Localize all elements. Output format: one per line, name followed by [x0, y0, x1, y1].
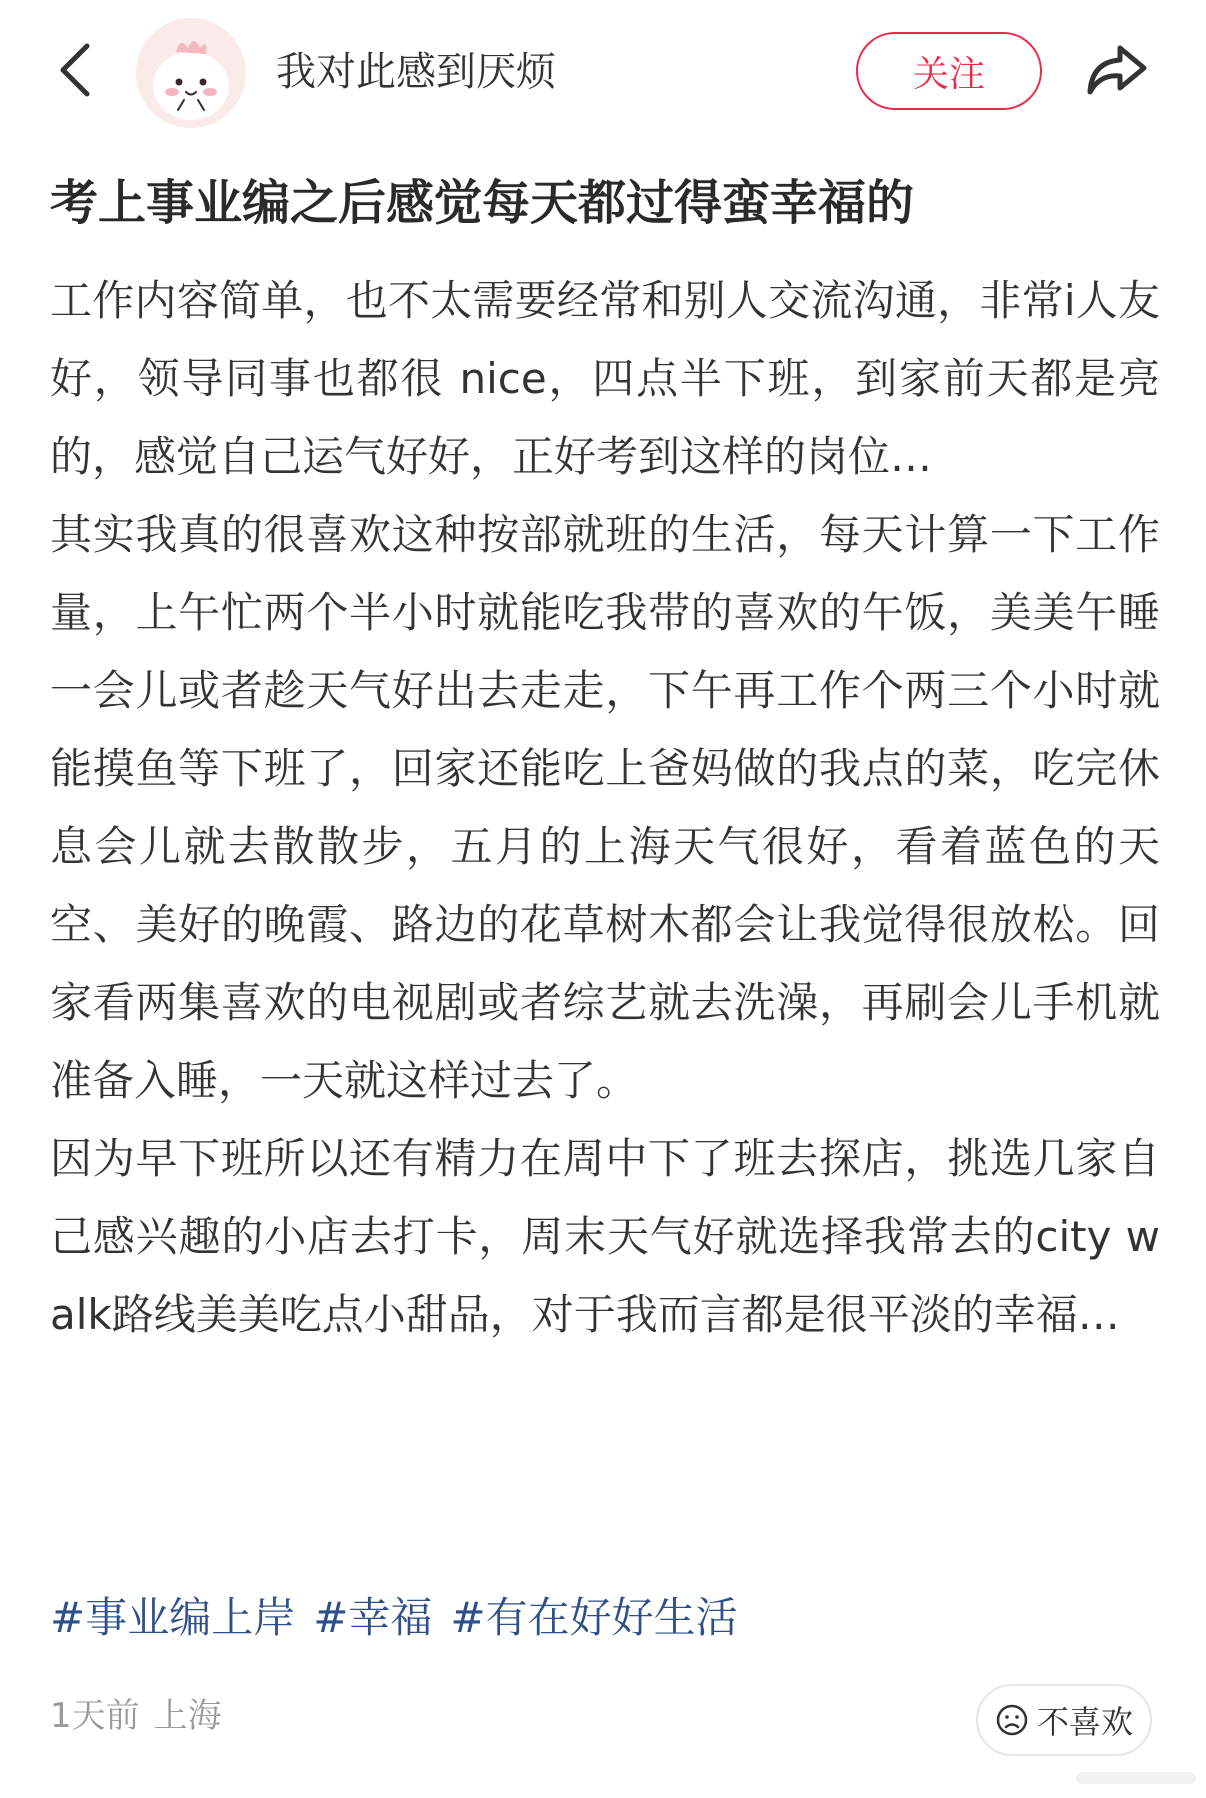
dislike-button[interactable] — [976, 1684, 1152, 1756]
frown-face-icon — [995, 1703, 1029, 1737]
follow-button[interactable]: 关注 — [856, 32, 1042, 110]
tag-list — [50, 1582, 1160, 1654]
tag-link[interactable]: #有在好好生活 — [450, 1593, 738, 1642]
tag-link[interactable]: #事业编上岸 — [50, 1593, 296, 1642]
post-header — [0, 0, 1206, 150]
post-location: 上海 — [153, 1696, 222, 1736]
post-title: 考上事业编之后感觉每天都过得蛮幸福的 — [50, 175, 915, 231]
post-paragraph: 其实我真的很喜欢这种按部就班的生活，每天计算一下工作量，上午忙两个半小时就能吃我带的喜欢的午饭，美美午睡一会儿或者趁天气好出去走走，下午再工作个两三个小时就能摸鱼等下班了，回家还能吃上爸妈做的我点的菜，吃完休息会儿就去散散步，五月的上海天气很好，看着蓝色的天空、美好的晚霞、路边的花草树木都会让我觉得很放松。回家看两集喜欢的电视剧或者综艺就去洗澡，再刷会儿手机就准备入睡，一天就这样过去了。 — [50, 510, 1160, 1105]
author-name[interactable]: 我对此感到厌烦 — [276, 49, 556, 95]
tag-link[interactable]: #幸福 — [313, 1593, 433, 1642]
back-chevron-icon — [57, 42, 93, 98]
share-button[interactable] — [1076, 30, 1156, 110]
watermark-mark — [1076, 1766, 1196, 1790]
back-button[interactable] — [40, 30, 110, 110]
avatar-illustration — [136, 18, 246, 128]
dislike-label: 不喜欢 — [1036, 1703, 1133, 1741]
share-icon — [1084, 42, 1148, 98]
post-body — [50, 262, 1160, 1354]
post-meta — [50, 1690, 222, 1742]
author-avatar[interactable] — [136, 18, 246, 128]
post-time: 1天前 — [50, 1696, 140, 1736]
post-paragraph: 工作内容简单，也不太需要经常和别人交流沟通，非常i人友好，领导同事也都很 nice，四点半下班，到家前天都是亮的，感觉自己运气好好，正好考到这样的岗位… — [50, 276, 1160, 481]
post-paragraph: 因为早下班所以还有精力在周中下了班去探店，挑选几家自己感兴趣的小店去打卡，周末天气好就选择我常去的city walk路线美美吃点小甜品，对于我而言都是很平淡的幸福… — [50, 1134, 1160, 1339]
